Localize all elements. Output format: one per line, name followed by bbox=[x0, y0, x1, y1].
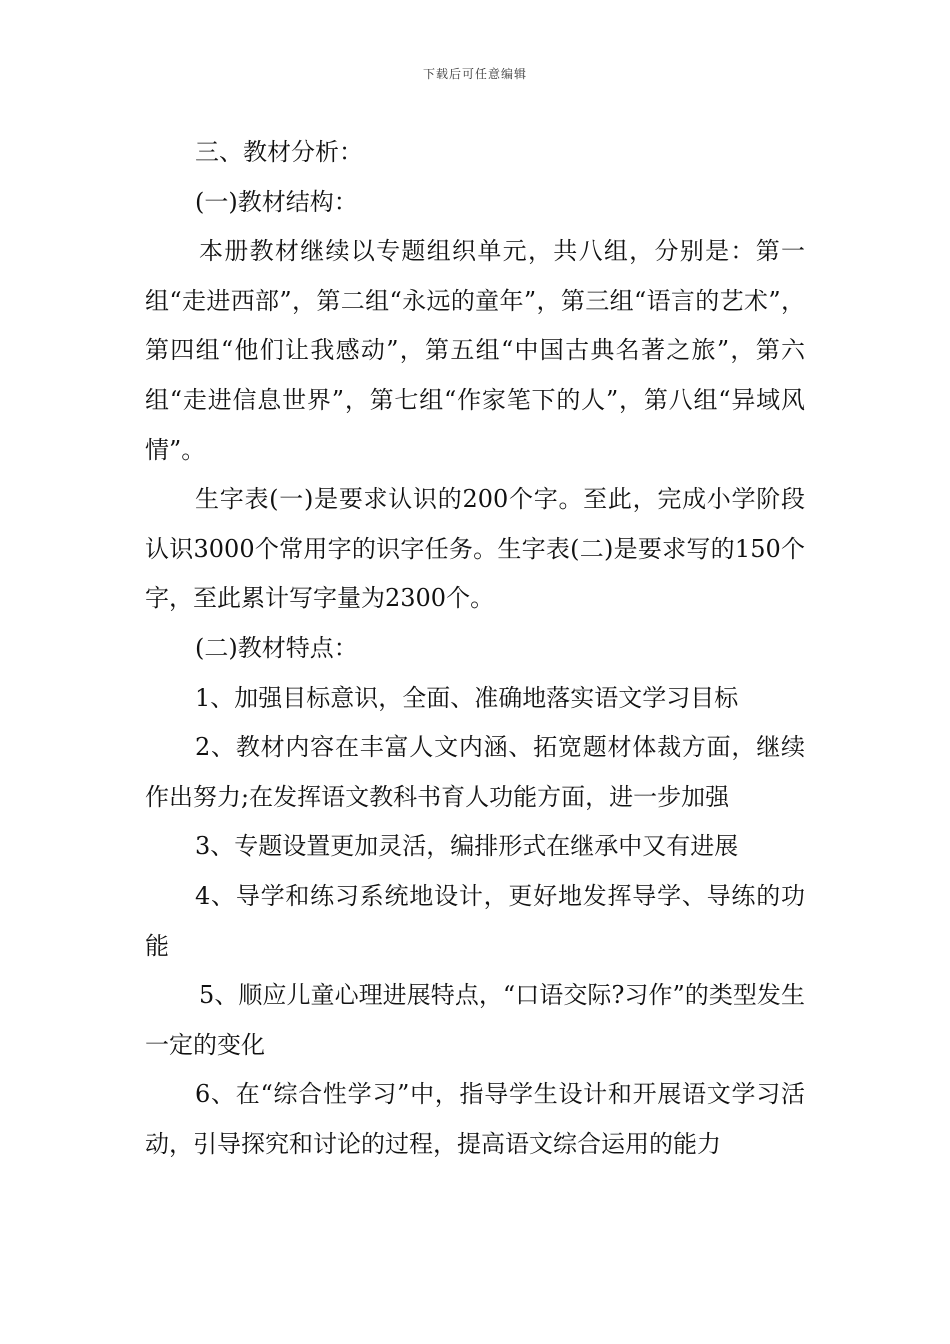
section-heading: 三、教材分析： bbox=[195, 138, 363, 166]
list-item: 4、导学和练习系统地设计，更好地发挥导学、导练的功能 bbox=[145, 881, 805, 960]
subsection-heading: (一)教材结构： bbox=[195, 187, 358, 216]
list-item: 3、专题设置更加灵活，编排形式在继承中又有进展 bbox=[195, 832, 739, 861]
paragraph: 本册教材继续以专题组织单元，共八组，分别是：第一组“走进西部”，第二组“永远的童年”，第三组“语言的艺术”，第四组“他们让我感动”，第五组“中国古典名著之旅”，第六组“走进信息世界”，第七组“作家笔下的人”，第八组“异域风情”。 bbox=[145, 237, 805, 464]
list-item: 5、顺应儿童心理进展特点，“口语交际?习作”的类型发生一定的变化 bbox=[145, 981, 805, 1059]
subsection-heading: (二)教材特点： bbox=[195, 633, 358, 662]
page-header: 下载后可任意编辑 bbox=[422, 67, 527, 81]
list-item: 1、加强目标意识，全面、准确地落实语文学习目标 bbox=[195, 683, 739, 712]
list-item: 6、在“综合性学习”中，指导学生设计和开展语文学习活动，引导探究和讨论的过程，提高语文综合运用的能力 bbox=[145, 1080, 805, 1158]
paragraph: 生字表(一)是要求认识的200个字。至此，完成小学阶段认识3000个常用字的识字任务。生字表(二)是要求写的150个字，至此累计写字量为2300个。 bbox=[145, 485, 805, 613]
document-body bbox=[145, 128, 805, 1169]
list-item: 2、教材内容在丰富人文内涵、拓宽题材体裁方面，继续作出努力;在发挥语文教科书育人功能方面，进一步加强 bbox=[145, 733, 805, 811]
